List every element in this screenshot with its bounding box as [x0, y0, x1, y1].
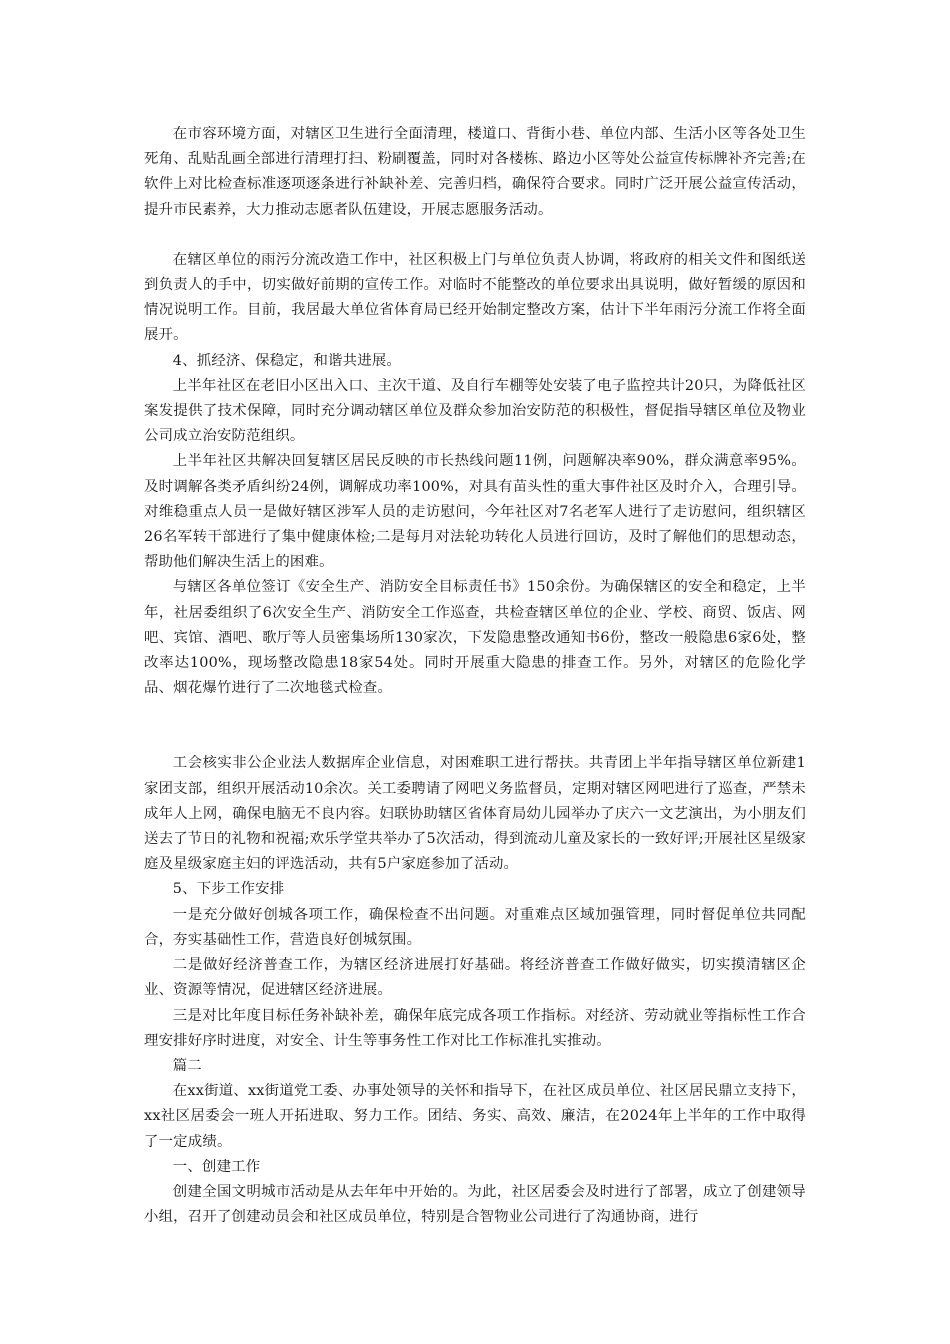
document-page [144, 122, 806, 1230]
paragraph-rain-sewage: 在辖区单位的雨污分流改造工作中，社区积极上门与单位负责人协调，将政府的相关文件和图纸送到负责人的手中，切实做好前期的宣传工作。对临时不能整改的单位要求出具说明，做好暂缓的原因和情况说明工作。目前，我居最大单位省体育局已经开始制定整改方案，估计下半年雨污分流工作将全面展开。 [144, 251, 806, 344]
paragraph-gap [144, 701, 806, 751]
heading-creation-work: 一、创建工作 [172, 1158, 261, 1175]
paragraph-gap [144, 223, 806, 248]
paragraph-next-step-two: 二是做好经济普查工作，为辖区经济进展打好基础。将经济普查工作做好做实，切实摸清辖区企业、资源等情况，促进辖区经济进展。 [144, 957, 806, 999]
paragraph-next-step-three: 三是对比年度目标任务补缺补差，确保年底完成各项工作指标。对经济、劳动就业等指标性工作合理安排好序时进度，对安全、计生等事务性工作对比工作标准扎实推动。 [144, 1007, 806, 1049]
heading-economy-stability: 4、抓经济、保稳定，和谐共进展。 [172, 352, 402, 369]
paragraph-city-environment: 在市容环境方面，对辖区卫生进行全面清理，楼道口、背街小巷、单位内部、生活小区等各处卫生死角、乱贴乱画全部进行清理打扫、粉刷覆盖，同时对各楼栋、路边小区等处公益宣传标牌补齐完善;在软件上对比检查标准逐项逐条进行补缺补差、完善归档，确保符合要求。同时广泛开展公益宣传活动，提升市民素养，大力推动志愿者队伍建设，开展志愿服务活动。 [144, 126, 806, 218]
paragraph-safety-production: 与辖区各单位签订《安全生产、消防安全目标责任书》150余份。为确保辖区的安全和稳定，上半年，社居委组织了6次安全生产、消防安全工作巡查，共检查辖区单位的企业、学校、商贸、饭店、网吧、宾馆、酒吧、歌厅等人员密集场所130家次，下发隐患整改通知书6份，整改一般隐患6家6处，整改率达100%，现场整改隐患18家54处。同时开展重大隐患的排查工作。另外，对辖区的危险化学品、烟花爆竹进行了二次地毯式检查。 [144, 579, 806, 697]
paragraph-part-two-intro: 在xx街道、xx街道党工委、办事处领导的关怀和指导下，在社区成员单位、社区居民鼎立支持下，xx社区居委会一班人开拓进取、努力工作。团结、务实、高效、廉洁，在2024年上半年的工作中取得了一定成绩。 [144, 1083, 806, 1150]
paragraph-union-work: 工会核实非公企业法人数据库企业信息，对困难职工进行帮扶。共青团上半年指导辖区单位新建1家团支部，组织开展活动10余次。关工委聘请了网吧义务监督员，定期对辖区网吧进行了巡查，严禁未成年人上网，确保电脑无不良内容。妇联协助辖区省体育局幼儿园举办了庆六一文艺演出，为小朋友们送去了节日的礼物和祝福;欢乐学堂共举办了5次活动，得到流动儿童及家长的一致好评;开展社区星级家庭及星级家庭主妇的评选活动，共有5户家庭参加了活动。 [144, 755, 806, 873]
paragraph-hotline: 上半年社区共解决回复辖区居民反映的市长热线问题11例，问题解决率90%，群众满意率95%。及时调解各类矛盾纠纷24例，调解成功率100%，对具有苗头性的重大事件社区及时介入，合理引导。对维稳重点人员一是做好辖区涉军人员的走访慰问，今年社区对7名老军人进行了走访慰问，组织辖区26名军转干部进行了集中健康体检;二是每月对法轮功转化人员进行回访，及时了解他们的思想动态，帮助他们解决生活上的困难。 [144, 453, 806, 571]
heading-next-steps: 5、下步工作安排 [172, 881, 285, 898]
paragraph-next-step-one: 一是充分做好创城各项工作，确保检查不出问题。对重难点区域加强管理，同时督促单位共同配合，夯实基础性工作，营造良好创城氛围。 [144, 906, 806, 948]
paragraph-civilized-city: 创建全国文明城市活动是从去年年中开始的。为此，社区居委会及时进行了部署，成立了创建领导小组，召开了创建动员会和社区成员单位，特别是合智物业公司进行了沟通协商，进行 [144, 1183, 806, 1226]
paragraph-surveillance: 上半年社区在老旧小区出入口、主次干道、及自行车棚等处安装了电子监控共计20只，为降低社区案发提供了技术保障，同时充分调动辖区单位及群众参加治安防范的积极性，督促指导辖区单位及物业公司成立治安防范组织。 [144, 377, 806, 445]
heading-part-two: 篇二 [172, 1057, 202, 1074]
